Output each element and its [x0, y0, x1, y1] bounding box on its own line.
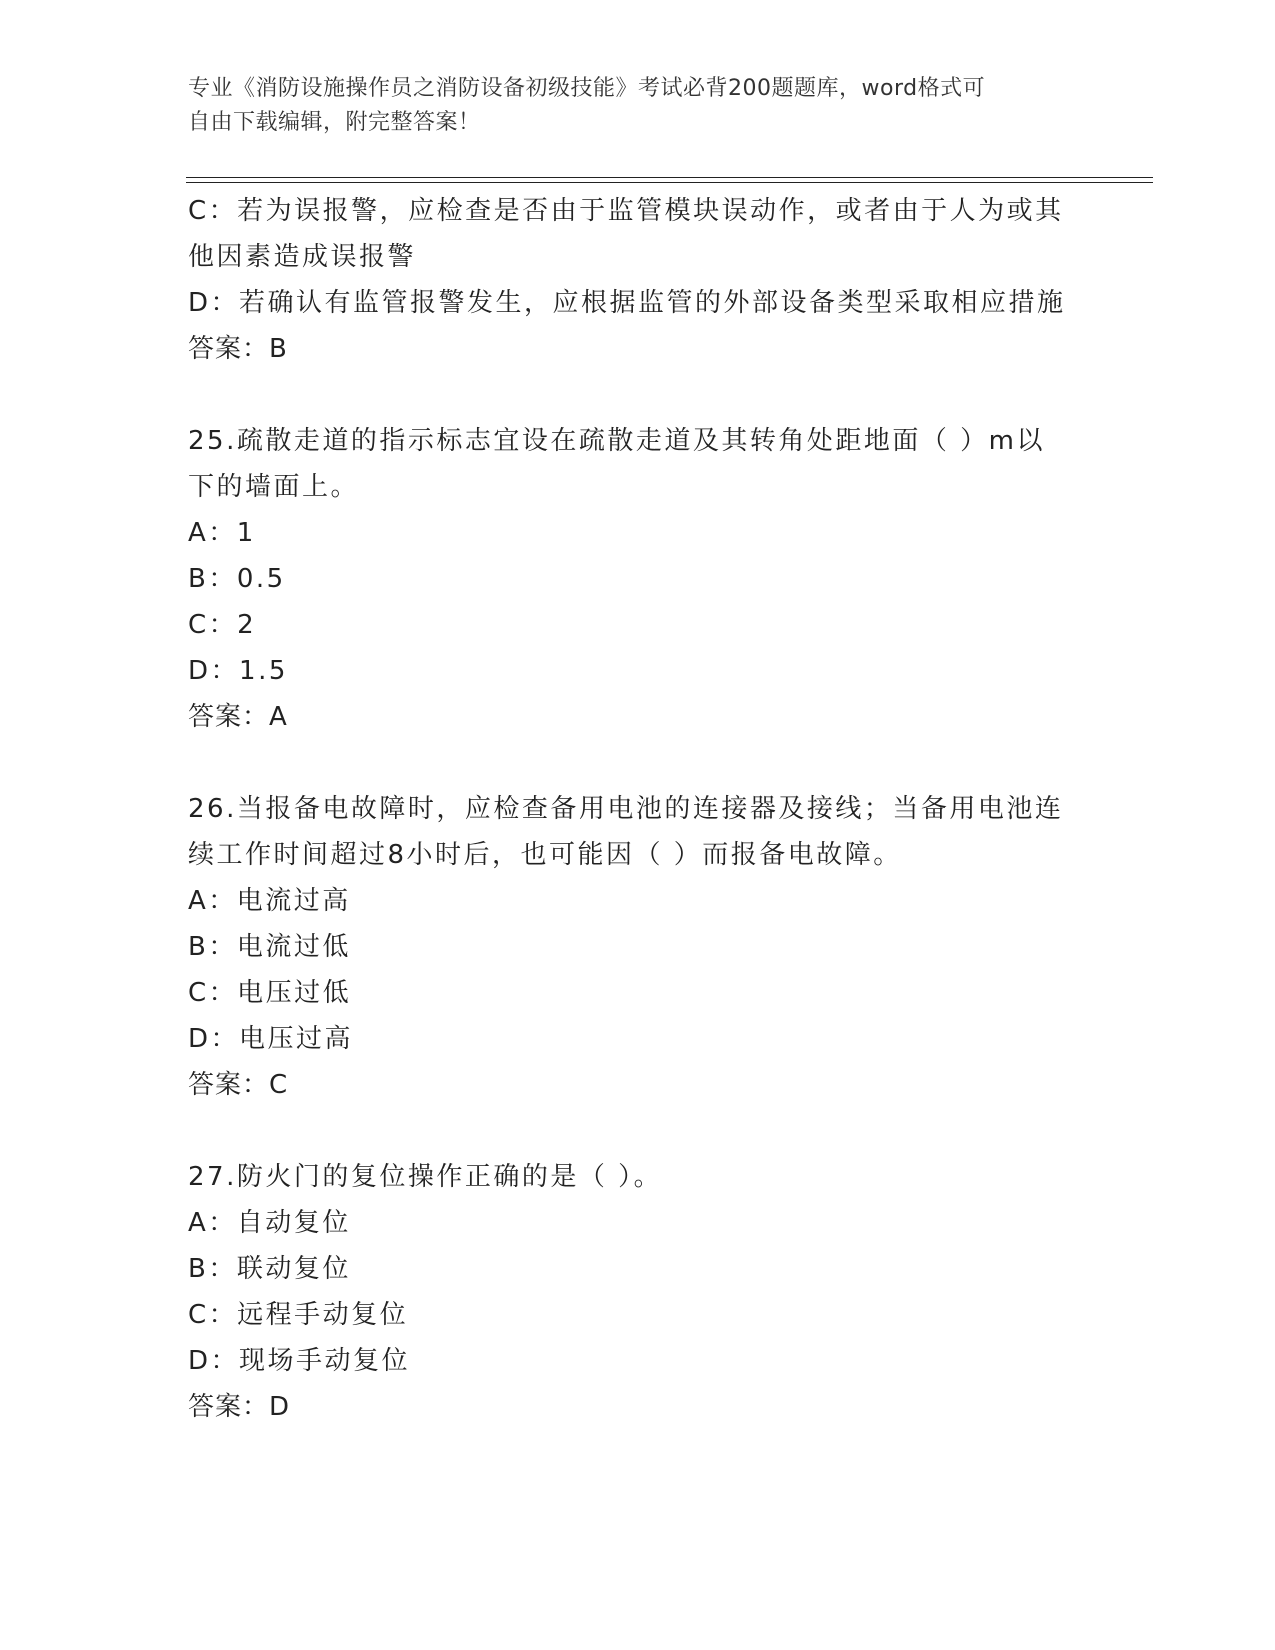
previous-question	[188, 188, 1068, 372]
question-27	[188, 1154, 1068, 1430]
option-b: B：0.5	[188, 564, 286, 594]
spacer	[188, 1108, 1068, 1154]
spacer	[188, 372, 1068, 418]
answer: 答案：A	[188, 702, 288, 732]
question-stem: 27.防火门的复位操作正确的是（ ）。	[188, 1162, 663, 1192]
option-d: D：1.5	[188, 656, 288, 686]
answer: 答案：C	[188, 1070, 289, 1100]
header-line-2: 自由下载编辑，附完整答案！	[188, 110, 481, 135]
option-c: C：若为误报警，应检查是否由于监管模块误动作，或者由于人为或其	[188, 196, 1064, 226]
question-stem: 25.疏散走道的指示标志宜设在疏散走道及其转角处距地面（ ）m以	[188, 426, 1045, 456]
question-stem: 26.当报备电故障时，应检查备用电池的连接器及接线；当备用电池连	[188, 794, 1064, 824]
page-header	[188, 72, 1068, 140]
option-a: A：1	[188, 518, 256, 548]
option-d: D：现场手动复位	[188, 1346, 411, 1376]
option-d: D：若确认有监管报警发生，应根据监管的外部设备类型采取相应措施	[188, 288, 1066, 318]
document-body	[188, 188, 1068, 1430]
answer: 答案：B	[188, 334, 288, 364]
spacer	[188, 740, 1068, 786]
option-b: B：电流过低	[188, 932, 351, 962]
question-25	[188, 418, 1068, 740]
option-a: A：自动复位	[188, 1208, 351, 1238]
option-c-continued: 他因素造成误报警	[188, 242, 417, 272]
option-c: C：电压过低	[188, 978, 352, 1008]
header-divider-top	[186, 177, 1153, 178]
option-c: C：2	[188, 610, 257, 640]
option-c: C：远程手动复位	[188, 1300, 409, 1330]
answer: 答案：D	[188, 1392, 291, 1422]
option-b: B：联动复位	[188, 1254, 351, 1284]
question-stem-continued: 续工作时间超过8小时后，也可能因（ ）而报备电故障。	[188, 840, 902, 870]
option-a: A：电流过高	[188, 886, 351, 916]
header-line-1: 专业《消防设施操作员之消防设备初级技能》考试必背200题题库，word格式可	[188, 76, 986, 101]
header-divider-bottom	[186, 182, 1153, 183]
option-d: D：电压过高	[188, 1024, 354, 1054]
question-stem-continued: 下的墙面上。	[188, 472, 360, 502]
question-26	[188, 786, 1068, 1108]
